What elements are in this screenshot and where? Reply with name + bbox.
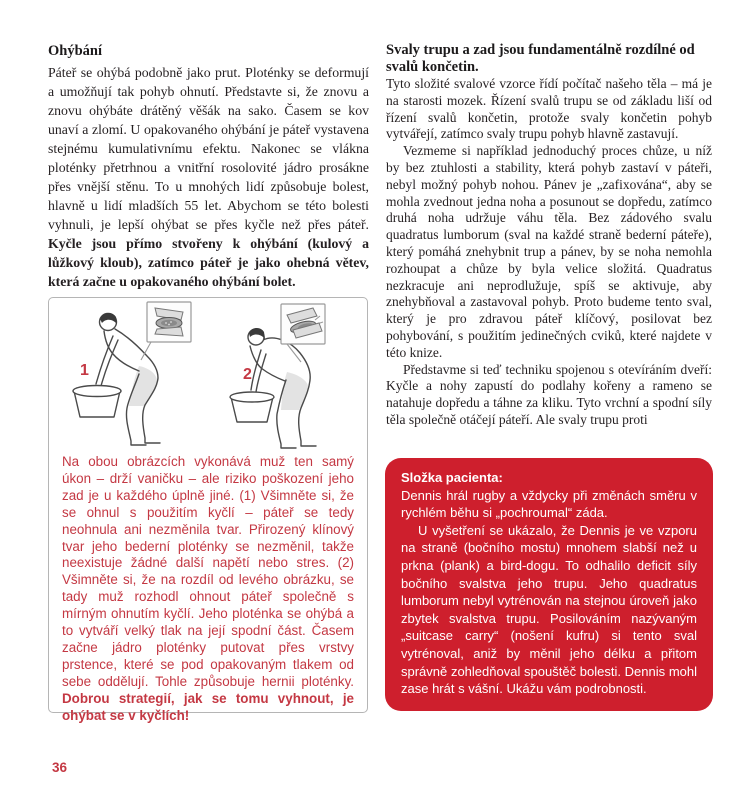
- man-hip-hinge-figure: [73, 302, 191, 445]
- patient-box-paragraph-1: Dennis hrál rugby a vždycky při změnách směru v rychlém běhu si „pochroumal“ záda.: [401, 487, 697, 521]
- left-column: [48, 42, 369, 291]
- figure-illustration-area: [49, 300, 367, 451]
- left-body-paragraph: [48, 63, 369, 291]
- right-paragraph-3: Představme si teď techniku spojenou s otevíráním dveří: Kyčle a nohy zapustí do podlahy kořeny a rameno se natahuje dopředu a táhne za kliku. Tyto vrchní a spodní síly těla společně otáčejí páteří. Ale svaly trupu proti: [386, 361, 712, 427]
- figure-caption-bold-text: Dobrou strategií, jak se tomu vyhnout, je ohýbat se v kyčlích!: [62, 690, 354, 723]
- section-heading-trunk-muscles: Svaly trupu a zad jsou fundamentálně rozdílné od svalů končetin.: [386, 42, 695, 75]
- bending-men-illustration: [49, 300, 367, 451]
- figure-caption: [62, 454, 354, 725]
- right-paragraph-1: Tyto složité svalové vzorce řídí počítač našeho těla – má je na starosti mozek. Řízení svalů trupu se od základu liší od řízení svalů končetin, protože svaly končetin pohyb vytvářejí, zatímco svaly trupu pohyb hlavně zastavují.: [386, 76, 712, 142]
- right-paragraph-2: Vezmeme si například jednoduchý proces chůze, u níž by bez ztuhlosti a stability, která pohyb zastaví v páteři, nebyl možný pohyb nohou. Pánev je „zafixována“, aby se mohla zvednout jedna noha a posunout se dopředu, zatímco druhá noha udržuje váhu těla. Bez zádového svalu quadratus lumborum (sval na každé straně bederní páteře), který pomáhá znehybnit trup a pánev, by se noha nemohla rozhoupat a chůze by byla velice složitá. Quadratus nezkracuje ani neprodlužuje, spíš se aktivuje, aby znehybňoval a zastavoval pohyb. Proto budeme tento sval, který je pro zdravou páteř klíčový, posilovat bez pohybování, s použitím jedinečných cviků, které najdete v této knize.: [386, 143, 712, 360]
- page-number: 36: [52, 760, 68, 775]
- right-column: [386, 42, 712, 429]
- figure-caption-text: Na obou obrázcích vykonává muž ten samý úkon – drží vaničku – ale riziko poškození jeho zad je u každého úplně jiné. (1) Všimněte si, že se ohnul s použitím kyčlí – páteř se tedy neohnula ani nezměnila tvar. Přirozený klínový tvar jeho bederní ploténky se nezměnil, takže neexistuje žádné další napětí nebo stres. (2) Všimněte si, že na rozdíl od levého obrázku, se tady muž rozhodl ohnout páteř společně s mírným ohnutím kyčlí. Jeho ploténka se ohýbá a to vytváří velký tlak na její spodní část. Časem začne jádro ploténky putovat přes vrstvy prstence, které se pod opakovaným tlakem od sebe oddělují. Tohle způsobuje hernii ploténky.: [62, 454, 354, 689]
- herniated-disc-inset-icon: [281, 304, 325, 362]
- patient-file-box: [385, 458, 713, 711]
- healthy-disc-inset-icon: [141, 302, 191, 360]
- patient-box-paragraph-2: U vyšetření se ukázalo, že Dennis je ve vzporu na straně (bočního mostu) mnohem slabší než u prkna (plank) a bird-dogu. To odhalilo deficit síly bočního svalstva jeho trupu. Jeho quadratus lumborum nebyl vytrénován na stejnou úroveň jako zbytek svalstva trupu. Posilováním nazývaným „suitcase carry“ (nošení kufru) si tento sval vytrénoval, aniž by měnil jeho délku a přitom správně zohledňoval spouštěč bolesti. Dennis mohl zase hrát s vášní. Ukážu vám podrobnosti.: [401, 522, 697, 697]
- figure-1-label: 1: [80, 362, 89, 379]
- figure-2-label: 2: [243, 366, 252, 383]
- left-paragraph-text: Páteř se ohýbá podobně jako prut. Ploténky se deformují a umožňují tak pohyb ohnutí. Představte si, že znovu a znovu ohýbáte drátěný věšák na sako. Časem se kov unaví a zlomí. U opakovaného ohýbání je páteř vystavena stejnému kumulativnímu efektu. Nakonec se vlákna ploténky přetrhnou a vnitřní rosolovité jádro prosákne přes vnější stěnu. To u mnohých lidí způsobuje bolest, hlavně u lidí mladších 55 let. Abychom se této bolesti vyhnuli, je lepší ohýbat se přes kyčle než přes páteř.: [48, 65, 369, 232]
- left-paragraph-bold-text: Kyčle jsou přímo stvořeny k ohýbání (kulový a lůžkový kloub), zatímco páteř je jako ohebná větev, která začne u opakovaného ohýbání bolet.: [48, 236, 369, 289]
- section-heading-bending: Ohýbání: [48, 43, 102, 59]
- patient-box-title: Složka pacienta:: [401, 470, 503, 485]
- figure-box: [48, 297, 368, 723]
